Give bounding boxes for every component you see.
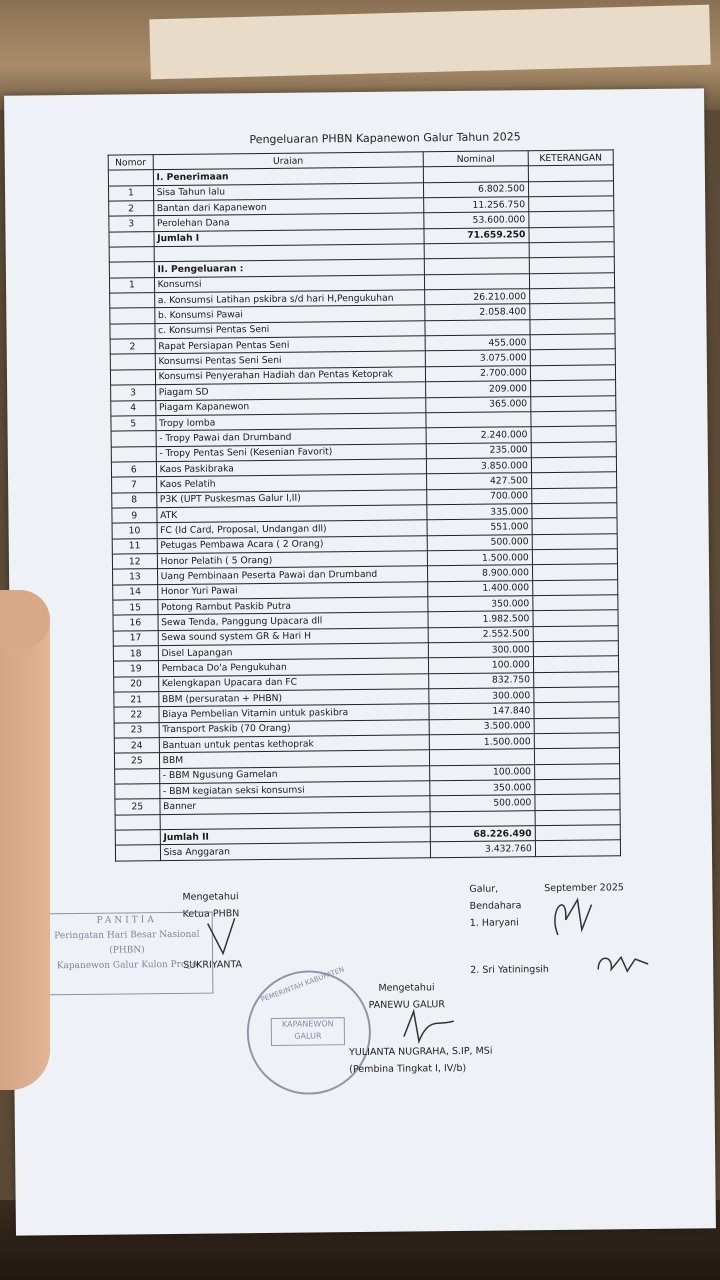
sign-left-line2: Ketua PHBN — [182, 908, 240, 920]
row-nominal: 335.000 — [427, 504, 532, 520]
row-uraian: Pembaca Do'a Pengukuhan — [158, 658, 429, 676]
expense-table — [108, 149, 621, 861]
row-nominal: 300.000 — [428, 642, 533, 658]
row-uraian: Honor Yuri Pawai — [157, 581, 428, 599]
row-nomor: 13 — [113, 569, 158, 585]
row-nomor: 19 — [113, 661, 158, 677]
row-uraian: Biaya Pembelian Vitamin untuk paskibra — [159, 704, 430, 722]
row-nomor: 10 — [112, 523, 157, 539]
row-nomor: 8 — [112, 492, 157, 508]
row-nomor — [115, 814, 160, 830]
row-nomor: 11 — [112, 538, 157, 554]
row-keterangan — [534, 718, 619, 734]
row-nominal: 832.750 — [429, 672, 534, 688]
row-keterangan — [529, 257, 614, 273]
row-nominal: 100.000 — [430, 764, 535, 780]
row-uraian: Sisa Tahun lalu — [153, 182, 424, 200]
row-nomor: 17 — [113, 630, 158, 646]
row-nominal: 68.226.490 — [430, 826, 535, 842]
row-uraian: Kaos Paskibraka — [156, 459, 427, 477]
row-nomor: 9 — [112, 508, 157, 524]
row-nominal — [424, 273, 529, 289]
row-nomor — [109, 262, 154, 278]
sign-center-rank: (Pembina Tingkat I, IV/b) — [349, 1062, 467, 1076]
row-uraian: I. Penerimaan — [153, 167, 424, 185]
row-nominal: 71.659.250 — [424, 227, 529, 243]
row-nominal: 300.000 — [429, 688, 534, 704]
header-nomor: Nomor — [108, 155, 153, 171]
row-nominal: 6.802.500 — [424, 181, 529, 197]
row-nominal: 2.552.500 — [428, 626, 533, 642]
row-uraian: Bantuan untuk pentas kethoprak — [159, 735, 430, 753]
row-uraian: Piagam Kapanewon — [155, 397, 426, 415]
row-uraian: Banner — [160, 796, 431, 814]
row-nomor: 2 — [109, 201, 154, 217]
row-uraian: Jumlah I — [154, 229, 425, 247]
row-nominal: 3.432.760 — [430, 841, 535, 857]
row-uraian: FC (Id Card, Proposal, Undangan dll) — [157, 520, 428, 538]
row-keterangan — [533, 625, 618, 641]
row-keterangan — [532, 518, 617, 534]
row-uraian: Piagam SD — [155, 382, 426, 400]
row-nominal — [423, 166, 528, 182]
row-uraian: Potong Rambut Paskib Putra — [157, 597, 428, 615]
row-nomor: 7 — [112, 477, 157, 493]
row-uraian: Sewa Tenda, Panggung Upacara dll — [158, 612, 429, 630]
row-nomor: 18 — [113, 646, 158, 662]
row-nomor — [115, 768, 160, 784]
row-uraian: Petugas Pembawa Acara ( 2 Orang) — [157, 535, 428, 553]
row-nomor: 1 — [109, 277, 154, 293]
row-keterangan — [531, 411, 616, 427]
signature-panewu — [399, 1006, 459, 1047]
row-nomor: 23 — [114, 722, 159, 738]
row-nomor — [108, 170, 153, 186]
row-uraian: Sewa sound system GR & Hari H — [158, 627, 429, 645]
row-keterangan — [534, 687, 619, 703]
sign-center-name: YULIANTA NUGRAHA, S.IP, MSi — [349, 1045, 493, 1059]
row-uraian: Tropy lomba — [156, 413, 427, 431]
row-nomor — [110, 308, 155, 324]
row-keterangan — [529, 288, 614, 304]
row-nomor: 3 — [111, 385, 156, 401]
row-nominal: 500.000 — [430, 795, 535, 811]
row-uraian: Sisa Anggaran — [160, 842, 431, 860]
row-nominal: 3.075.000 — [425, 350, 530, 366]
sign-right-person2: 2. Sri Yatiningsih — [470, 964, 549, 976]
row-keterangan — [531, 395, 616, 411]
row-uraian: ATK — [156, 505, 427, 523]
row-uraian: Uang Pembinaan Peserta Pawai dan Drumband — [157, 566, 428, 584]
row-nomor: 25 — [115, 799, 160, 815]
row-uraian: b. Konsumsi Pawai — [154, 305, 425, 323]
row-nominal: 500.000 — [427, 534, 532, 550]
row-keterangan — [535, 810, 620, 826]
row-nominal — [425, 319, 530, 335]
sign-right-role: Bendahara — [469, 900, 522, 912]
row-keterangan — [533, 595, 618, 611]
row-uraian: P3K (UPT Puskesmas Galur I,II) — [156, 489, 427, 507]
header-uraian: Uraian — [153, 152, 424, 170]
row-nomor — [110, 369, 155, 385]
row-nominal: 427.500 — [427, 473, 532, 489]
row-keterangan — [533, 610, 618, 626]
row-keterangan — [529, 211, 614, 227]
row-keterangan — [534, 748, 619, 764]
row-nominal: 455.000 — [425, 335, 530, 351]
row-nomor — [115, 830, 160, 846]
header-nominal: Nominal — [423, 151, 528, 167]
sign-right-person1: 1. Haryani — [469, 917, 519, 929]
row-nominal: 350.000 — [428, 596, 533, 612]
row-nominal: 3.500.000 — [429, 718, 534, 734]
row-uraian: a. Konsumsi Latihan pskibra s/d hari H,Pengukuhan — [154, 290, 425, 308]
row-nominal: 26.210.000 — [425, 289, 530, 305]
row-uraian: Konsumsi — [154, 275, 425, 293]
row-nomor: 24 — [114, 738, 159, 754]
row-uraian: - Tropy Pawai dan Drumband — [156, 428, 427, 446]
row-keterangan — [535, 794, 620, 810]
row-uraian: c. Konsumsi Pentas Seni — [155, 321, 426, 339]
row-uraian: Konsumsi Pentas Seni Seni — [155, 351, 426, 369]
row-keterangan — [533, 671, 618, 687]
row-nomor: 5 — [111, 415, 156, 431]
row-uraian: Konsumsi Penyerahan Hadiah dan Pentas Ketoprak — [155, 367, 426, 385]
row-keterangan — [530, 319, 615, 335]
row-nomor: 12 — [112, 554, 157, 570]
row-nominal: 100.000 — [429, 657, 534, 673]
row-keterangan — [528, 181, 613, 197]
row-nominal: 1.400.000 — [428, 580, 533, 596]
row-keterangan — [533, 656, 618, 672]
stamp-inner — [271, 1017, 345, 1046]
row-keterangan — [530, 303, 615, 319]
row-nominal: 147.840 — [429, 703, 534, 719]
row-nominal: 1.982.500 — [428, 611, 533, 627]
row-nomor: 4 — [111, 400, 156, 416]
hand — [0, 590, 50, 1090]
row-nomor — [110, 323, 155, 339]
row-uraian: Bantan dari Kapanewon — [153, 198, 424, 216]
row-uraian: Rapat Persiapan Pentas Seni — [155, 336, 426, 354]
row-keterangan — [532, 487, 617, 503]
row-uraian: - Tropy Pentas Seni (Kesenian Favorit) — [156, 443, 427, 461]
row-keterangan — [531, 457, 616, 473]
sign-center-line2: PANEWU GALUR — [368, 999, 445, 1011]
row-nomor: 25 — [114, 753, 159, 769]
document-title: Pengeluaran PHBN Kapanewon Galur Tahun 2025 — [249, 130, 521, 147]
row-nominal — [429, 749, 534, 765]
signature-ketua — [203, 913, 244, 963]
signature-sri — [593, 949, 653, 980]
row-keterangan — [529, 273, 614, 289]
stamp-line1: Peringatan Hari Besar Nasional — [54, 929, 200, 942]
sign-right-place: Galur, — [469, 883, 499, 895]
stamp-ring-text: PEMERINTAH KABUPATEN — [259, 965, 346, 1004]
row-keterangan — [534, 764, 619, 780]
row-nomor: 3 — [109, 216, 154, 232]
row-nomor: 2 — [110, 339, 155, 355]
stamp-inner-line1: KAPANEWON — [281, 1019, 334, 1029]
row-nominal: 350.000 — [430, 780, 535, 796]
sign-right-date: September 2025 — [544, 882, 624, 895]
row-nomor: 20 — [114, 676, 159, 692]
row-nominal: 700.000 — [427, 488, 532, 504]
row-uraian: BBM (persuratan + PHBN) — [158, 689, 429, 707]
row-nomor — [109, 247, 154, 263]
row-keterangan — [529, 242, 614, 258]
row-nomor: 15 — [113, 600, 158, 616]
row-nominal — [426, 412, 531, 428]
row-keterangan — [535, 825, 620, 841]
row-nomor — [115, 845, 160, 861]
row-nominal: 1.500.000 — [427, 550, 532, 566]
row-uraian: Perolehan Dana — [153, 213, 424, 231]
header-keterangan: KETERANGAN — [528, 150, 613, 166]
stamp-line2: (PHBN) — [109, 945, 145, 956]
row-nomor — [111, 446, 156, 462]
row-nominal: 235.000 — [426, 442, 531, 458]
row-nominal: 1.500.000 — [429, 734, 534, 750]
sign-center-line1: Mengetahui — [378, 982, 435, 994]
row-nomor: 14 — [113, 584, 158, 600]
row-keterangan — [530, 380, 615, 396]
row-uraian: - BBM kegiatan seksi konsumsi — [159, 781, 430, 799]
row-keterangan — [529, 227, 614, 243]
row-keterangan — [530, 334, 615, 350]
row-uraian: Honor Pelatih ( 5 Orang) — [157, 551, 428, 569]
row-nomor: 6 — [111, 462, 156, 478]
sign-left-line1: Mengetahui — [182, 891, 239, 903]
row-nominal: 3.850.000 — [426, 458, 531, 474]
document-paper — [4, 88, 716, 1235]
row-nominal: 209.000 — [426, 381, 531, 397]
row-uraian: Kelengkapan Upacara dan FC — [158, 673, 429, 691]
row-nomor — [110, 354, 155, 370]
row-nomor — [110, 293, 155, 309]
row-nomor: 21 — [114, 692, 159, 708]
row-uraian: Jumlah II — [160, 827, 431, 845]
stamp-line3: Kapanewon Galur Kulon Progo — [56, 959, 198, 972]
row-nominal: 53.600.000 — [424, 212, 529, 228]
row-keterangan — [528, 165, 613, 181]
row-nomor: 1 — [108, 185, 153, 201]
signature-haryani — [547, 890, 598, 941]
row-keterangan — [532, 564, 617, 580]
stamp-head: PANITIA — [93, 913, 161, 929]
row-uraian: Disel Lapangan — [158, 643, 429, 661]
row-keterangan — [530, 349, 615, 365]
row-keterangan — [534, 702, 619, 718]
row-nominal — [430, 810, 535, 826]
row-keterangan — [531, 472, 616, 488]
row-keterangan — [530, 365, 615, 381]
row-keterangan — [535, 840, 620, 856]
row-nomor: 22 — [114, 707, 159, 723]
row-nominal: 2.240.000 — [426, 427, 531, 443]
row-uraian: Kaos Pelatih — [156, 474, 427, 492]
row-nomor — [109, 231, 154, 247]
row-uraian: BBM — [159, 750, 430, 768]
row-uraian: - BBM Ngusung Gamelan — [159, 766, 430, 784]
row-nominal: 8.900.000 — [428, 565, 533, 581]
sign-left-name: SUKRIYANTA — [183, 959, 243, 971]
row-nominal: 2.700.000 — [425, 366, 530, 382]
row-keterangan — [532, 533, 617, 549]
row-nominal: 11.256.750 — [424, 197, 529, 213]
row-keterangan — [532, 579, 617, 595]
row-keterangan — [535, 779, 620, 795]
row-keterangan — [532, 503, 617, 519]
row-keterangan — [531, 426, 616, 442]
row-nomor — [111, 431, 156, 447]
row-keterangan — [528, 196, 613, 212]
row-uraian: II. Pengeluaran : — [154, 259, 425, 277]
panitia-stamp — [41, 912, 214, 996]
row-nomor — [115, 784, 160, 800]
row-nominal — [424, 258, 529, 274]
stamp-inner-line2: GALUR — [294, 1031, 322, 1041]
row-keterangan — [533, 641, 618, 657]
row-keterangan — [534, 733, 619, 749]
row-nominal: 2.058.400 — [425, 304, 530, 320]
row-keterangan — [531, 441, 616, 457]
row-nominal — [424, 243, 529, 259]
row-nominal: 365.000 — [426, 396, 531, 412]
row-nomor: 16 — [113, 615, 158, 631]
row-nominal: 551.000 — [427, 519, 532, 535]
row-uraian: Transport Paskib (70 Orang) — [159, 719, 430, 737]
row-keterangan — [532, 549, 617, 565]
